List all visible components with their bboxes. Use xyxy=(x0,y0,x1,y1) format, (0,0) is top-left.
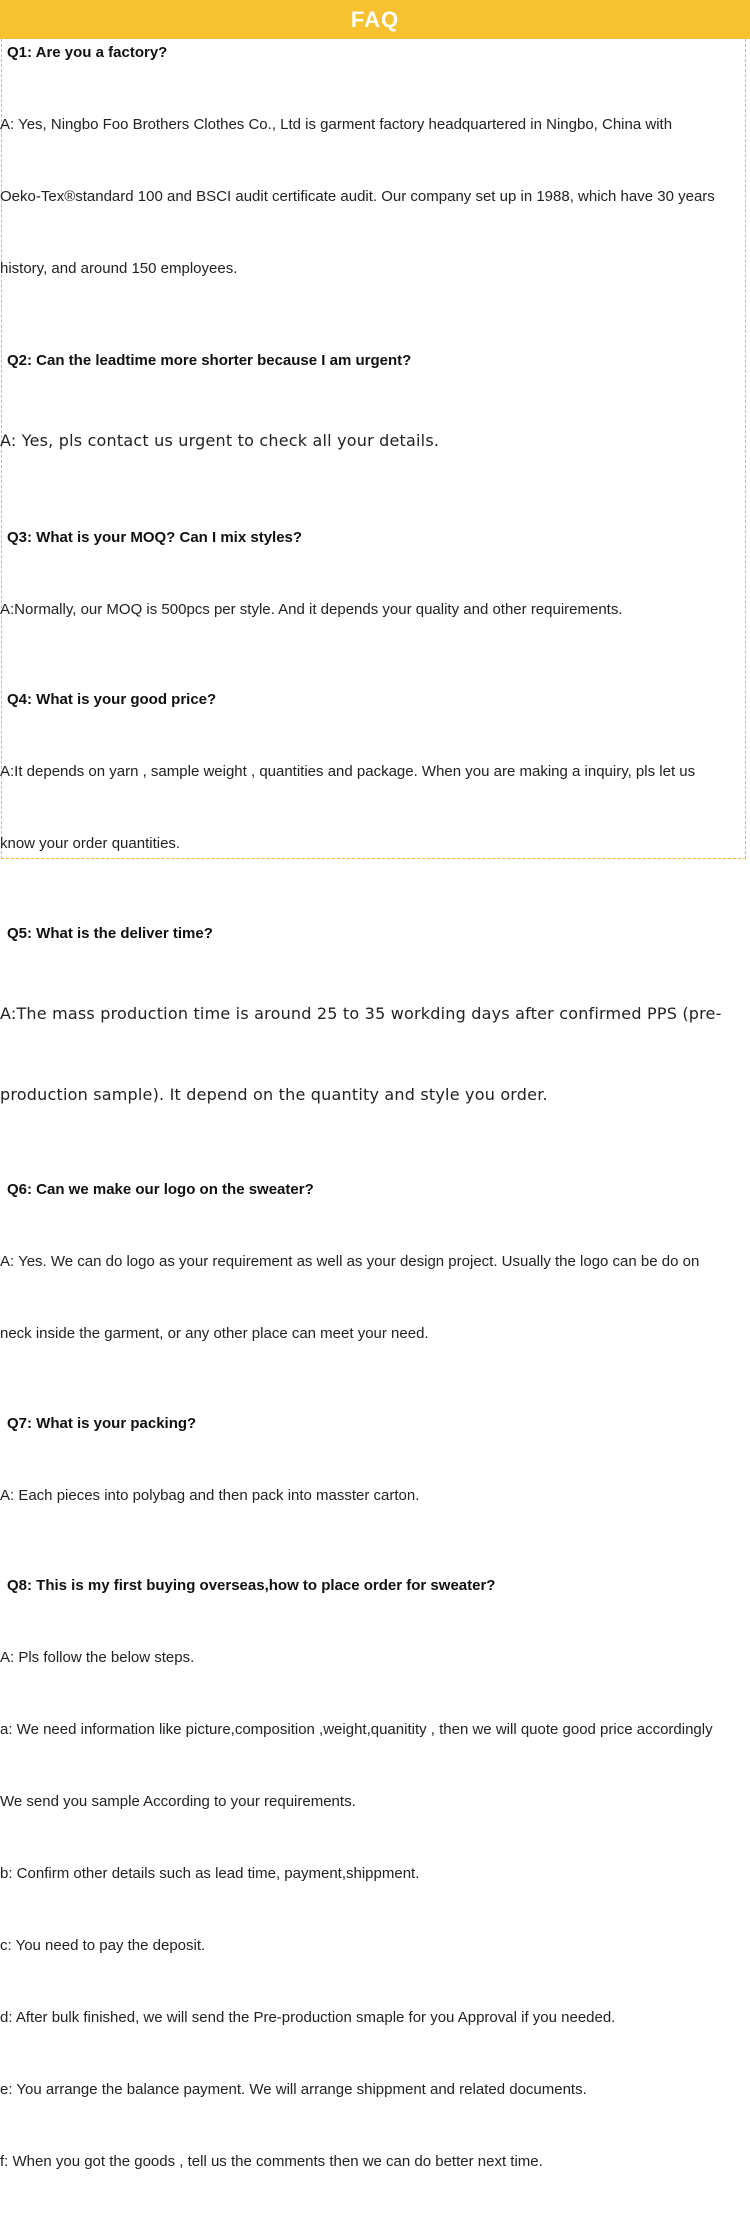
answer-line: A:Normally, our MOQ is 500pcs per style. And it depends your quality and other requirements. xyxy=(0,601,623,618)
question-8: Q8: This is my first buying overseas,how to place order for sweater? xyxy=(7,1577,496,1594)
answer-2 xyxy=(0,373,750,508)
answer-1 xyxy=(0,65,750,329)
page-title: FAQ xyxy=(350,6,400,32)
faq-item-7 xyxy=(0,1412,750,1556)
answer-line: A:It depends on yarn , sample weight , quantities and package. When you are making a inquiry, pls let us xyxy=(0,763,696,780)
answer-line: A: Each pieces into polybag and then pack into masster carton. xyxy=(0,1487,420,1504)
question-1: Q1: Are you a factory? xyxy=(7,44,168,61)
faq-item-1 xyxy=(0,41,750,329)
question-7: Q7: What is your packing? xyxy=(7,1415,197,1432)
answer-line: e: You arrange the balance payment. We will arrange shippment and related documents. xyxy=(0,2081,587,2098)
answer-6 xyxy=(0,1202,750,1394)
faq-item-3 xyxy=(0,526,750,670)
faq-header xyxy=(0,0,750,39)
question-4: Q4: What is your good price? xyxy=(7,691,217,708)
faq-item-4 xyxy=(0,688,750,904)
answer-8 xyxy=(0,1598,750,2222)
question-5: Q5: What is the deliver time? xyxy=(7,925,213,942)
answer-line: b: Confirm other details such as lead time, payment,shippment. xyxy=(0,1865,420,1882)
faq-item-5 xyxy=(0,922,750,1162)
answer-line: Oeko-Tex®standard 100 and BSCI audit certificate audit. Our company set up in 1988, which have 30 years xyxy=(0,188,715,205)
answer-line: history, and around 150 employees. xyxy=(0,260,238,277)
faq-item-6 xyxy=(0,1178,750,1394)
faq-item-2 xyxy=(0,349,750,508)
answer-line: A: Yes, Ningbo Foo Brothers Clothes Co., Ltd is garment factory headquartered in Ningbo, China with xyxy=(0,116,673,133)
answer-line: f: When you got the goods , tell us the comments then we can do better next time. xyxy=(0,2153,543,2170)
answer-line: a: We need information like picture,composition ,weight,quanitity , then we will quote good price accordingly xyxy=(0,1721,713,1738)
faq-list xyxy=(0,41,750,2222)
answer-line: c: You need to pay the deposit. xyxy=(0,1937,206,1954)
answer-line: d: After bulk finished, we will send the Pre-production smaple for you Approval if you needed. xyxy=(0,2009,616,2026)
answer-7 xyxy=(0,1436,750,1556)
answer-line: A: Yes, pls contact us urgent to check all your details. xyxy=(0,431,440,450)
answer-line: A: Pls follow the below steps. xyxy=(0,1649,195,1666)
answer-4 xyxy=(0,712,750,904)
answer-line: We send you sample According to your requirements. xyxy=(0,1793,356,1810)
answer-3 xyxy=(0,550,750,670)
answer-line: A:The mass production time is around 25 to 35 workding days after confirmed PPS (pre- xyxy=(0,1004,722,1023)
question-6: Q6: Can we make our logo on the sweater? xyxy=(7,1181,314,1198)
answer-line: production sample). It depend on the quantity and style you order. xyxy=(0,1085,548,1104)
answer-line: A: Yes. We can do logo as your requirement as well as your design project. Usually the logo can be do on xyxy=(0,1253,700,1270)
answer-line: neck inside the garment, or any other place can meet your need. xyxy=(0,1325,429,1342)
question-2: Q2: Can the leadtime more shorter because I am urgent? xyxy=(7,352,412,369)
question-3: Q3: What is your MOQ? Can I mix styles? xyxy=(7,529,303,546)
answer-5 xyxy=(0,946,750,1162)
answer-line: know your order quantities. xyxy=(0,835,181,852)
faq-item-8 xyxy=(0,1574,750,2222)
